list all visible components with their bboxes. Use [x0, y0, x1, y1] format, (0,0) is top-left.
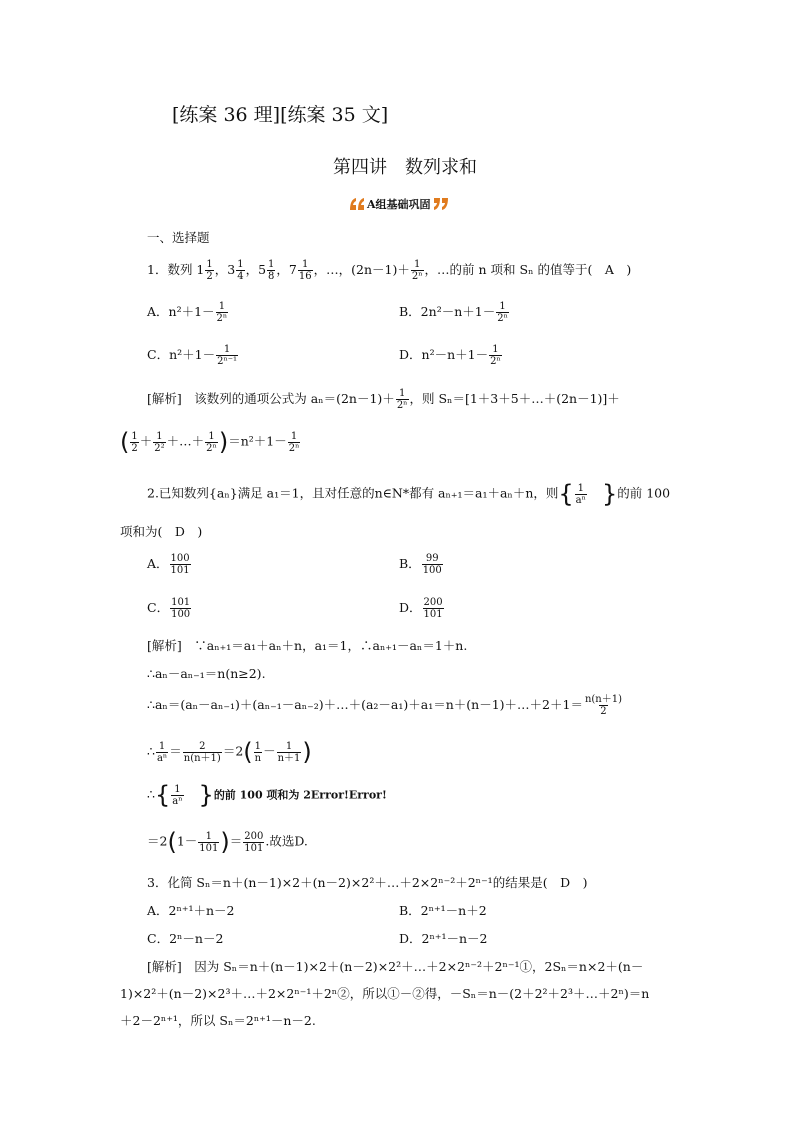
q1-frac-half: $\frac{1}{2}$	[206, 259, 213, 282]
q3-option-b: B．2ⁿ⁺¹－n＋2	[399, 903, 487, 918]
q1-frac-sixteenth: $\frac{1}{16}$	[298, 259, 312, 282]
q3-option-c: C．2ⁿ－n－2	[147, 931, 224, 946]
q1-text-d: ，7	[276, 262, 297, 277]
q2-solution-line4: ∴ $\frac{1}{\text{aⁿ}}$ ＝ $\frac{2}{n(n+1)}$ ＝2( $\frac{1}{n}$ － $\frac{1}{n+1}$ )	[147, 738, 312, 766]
q3-solution-line2: 1)×2²＋(n－2)×2³＋…＋2×2ⁿ⁻¹＋2ⁿ②，所以①－②得，－Sₙ＝n－(2＋2²＋2³＋…＋2ⁿ)＝n	[120, 986, 650, 1001]
q2-option-d: D． $\frac{200}{101}$	[399, 597, 443, 620]
section-heading: 一、选择题	[147, 230, 210, 245]
q1-frac-gen: $\frac{1}{\text{2ⁿ}}$	[411, 259, 423, 282]
q1-text-c: ，5	[245, 262, 267, 277]
badge-label: A组基础巩固	[367, 198, 431, 211]
q1-text-f: ，…的前 n 项和 Sₙ 的值等于( A )	[424, 262, 632, 277]
group-badge	[349, 196, 449, 212]
q1-text-b: ，3	[214, 262, 236, 277]
q3-solution-line3: ＋2－2ⁿ⁺¹，所以 Sₙ＝2ⁿ⁺¹－n－2.	[120, 1013, 316, 1028]
q2-solution-line2: ∴aₙ－aₙ₋₁＝n(n≥2).	[147, 666, 266, 681]
q2-option-b: B． $\frac{99}{100}$	[399, 553, 442, 576]
q1-option-a: A．n²＋1－ $\frac{1}{\text{2ⁿ}}$	[147, 301, 228, 324]
q2-option-a: A． $\frac{100}{101}$	[147, 553, 190, 576]
practice-header: [练案 36 理][练案 35 文]	[172, 104, 389, 126]
q2-solution-line1: [解析] ∵aₙ₊₁＝a₁＋aₙ＋n，a₁＝1，∴aₙ₊₁－aₙ＝1＋n.	[147, 638, 468, 653]
q3-option-a: A．2ⁿ⁺¹＋n－2	[147, 903, 235, 918]
q1-frac-quarter: $\frac{1}{4}$	[237, 259, 244, 282]
q2-stem-line1: 2.已知数列{aₙ}满足 a₁＝1，且对任意的n∈N*都有 aₙ₊₁＝a₁＋aₙ＋n，则{ $\frac{1}{\text{aⁿ}}$ }的前 100	[147, 480, 671, 508]
q2-solution-line5: ∴{ $\frac{1}{\text{aⁿ}}$ }的前 100 项和为 2Error!Error!	[147, 781, 387, 809]
q2-solution-line3: ∴aₙ＝(aₙ－aₙ₋₁)＋(aₙ₋₁－aₙ₋₂)＋…＋(a₂－a₁)＋a₁＝n＋(n－1)＋…＋2＋1＝ $\frac{n(n+1)}{2}$	[147, 694, 622, 717]
q3-solution-line1: [解析] 因为 Sₙ＝n＋(n－1)×2＋(n－2)×2²＋…＋2×2ⁿ⁻²＋2ⁿ⁻¹①，2Sₙ＝n×2＋(n－	[147, 959, 644, 974]
lecture-title: 第四讲 数列求和	[333, 157, 477, 178]
q3-option-d: D．2ⁿ⁺¹－n－2	[399, 931, 488, 946]
q3-stem: 3．化简 Sₙ＝n＋(n－1)×2＋(n－2)×2²＋…＋2×2ⁿ⁻²＋2ⁿ⁻¹的结果是( D )	[147, 875, 588, 890]
q1-solution-line2: ( $\frac{1}{2}$ ＋ $\frac{1}{\text{2²}}$ ＋…＋ $\frac{1}{\text{2ⁿ}}$ )＝n²＋1－ $\frac{1}{\text{2ⁿ}}$	[120, 428, 300, 456]
q1-text-a: 1．数列 1	[147, 262, 205, 277]
q2-solution-line6: ＝2(1－ $\frac{1}{101}$ )＝ $\frac{200}{101}$ .故选D.	[147, 828, 308, 856]
q2-stem-line2: 项和为( D )	[120, 524, 203, 539]
q1-option-c: C．n²＋1－ $\frac{1}{\text{2ⁿ⁻¹}}$	[147, 344, 238, 367]
q1-frac-eighth: $\frac{1}{8}$	[268, 259, 275, 282]
q2-option-c: C． $\frac{101}{100}$	[147, 597, 191, 620]
close-quote-icon	[433, 197, 449, 211]
q1-stem	[147, 259, 631, 282]
q1-option-d: D．n²－n＋1－ $\frac{1}{\text{2ⁿ}}$	[399, 344, 501, 367]
q1-text-e: ，…，(2n－1)＋	[313, 262, 410, 277]
open-quote-icon	[349, 197, 365, 211]
q1-option-b: B．2n²－n＋1－ $\frac{1}{\text{2ⁿ}}$	[399, 301, 508, 324]
q1-solution-line1: [解析] 该数列的通项公式为 aₙ＝(2n－1)＋ $\frac{1}{\text{2ⁿ}}$ ，则 Sₙ＝[1＋3＋5＋…＋(2n－1)]＋	[147, 388, 620, 411]
